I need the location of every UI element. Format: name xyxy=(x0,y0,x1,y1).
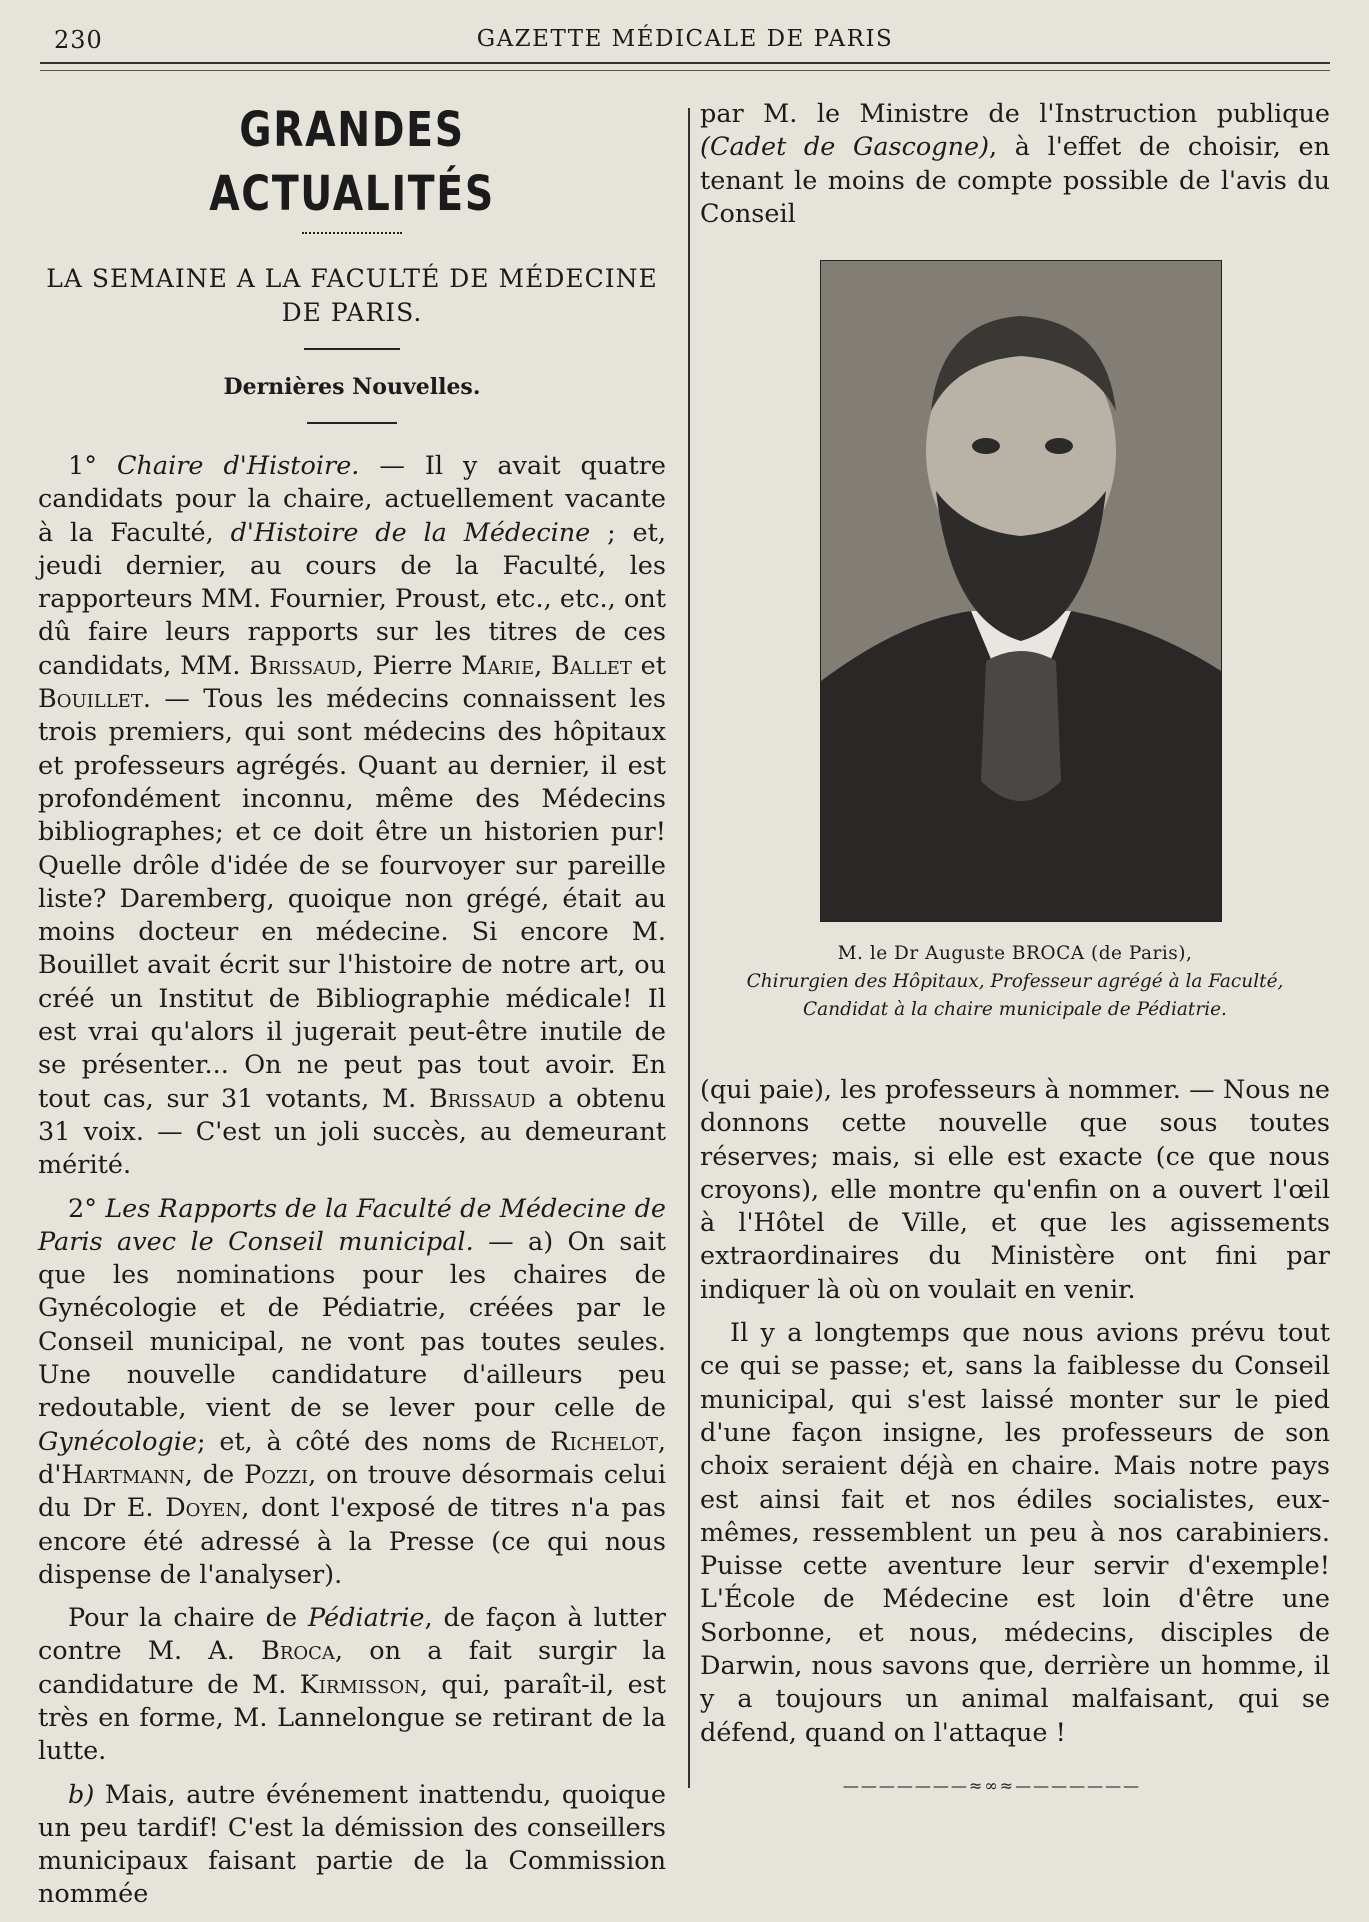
right-column-top xyxy=(700,98,1330,241)
figure-caption xyxy=(700,940,1330,1024)
subheadline: LA SEMAINE A LA FACULTÉ DE MÉDECINE DE PARIS. xyxy=(46,264,658,327)
header-rule-thin xyxy=(40,70,1330,71)
caption-name: M. le Dr Auguste BROCA (de Paris), xyxy=(837,943,1193,964)
paragraph-pediatrie: Pour la chaire de Pédiatrie, de façon à lutter contre M. A. Broca, on a fait surgir la candidature de M. Kirmisson, qui, paraît-il, est très en forme, M. Lannelongue se retirant de la lutte. xyxy=(38,1603,667,1767)
end-ornament: ———————≈∞≈——————— xyxy=(842,1776,1142,1795)
portrait-photo xyxy=(820,260,1222,922)
paragraph-continuation: par M. le Ministre de l'Instruction publique (Cadet de Gascogne), à l'effet de choisir, en tenant le moins de compte possible de l'avis du Conseil xyxy=(700,99,1330,229)
left-column xyxy=(38,98,666,1922)
running-head xyxy=(40,22,1330,56)
caption-title: Chirurgien des Hôpitaux, Professeur agrégé à la Faculté, xyxy=(746,971,1284,992)
paragraph-demission: b) Mais, autre événement inattendu, quoique un peu tardif! C'est la démission des conseillers municipaux faisant partie de la Commission nommée xyxy=(38,1779,666,1910)
paragraph-rapports-faculte: 2° Les Rapports de la Faculté de Médecine de Paris avec le Conseil municipal. — a) On sait que les nominations pour les chaires de Gynécologie et de Pédiatrie, créées par le Conseil municipal, ne vont pas toutes seules. Une nouvelle candidature d'ailleurs peu redoutable, vient de se lever pour celle de Gynécologie; et, à côté des noms de Richelot, d'Hartmann, de Pozzi, on trouve désormais celui du Dr E. Doyen, dont l'exposé de titres n'a pas encore été adressé à la Presse (ce qui nous dispense de l'analyser). xyxy=(38,1193,667,1590)
paragraph-chaire-histoire: 1° Chaire d'Histoire. — Il y avait quatre candidats pour la chaire, actuellement vacante à la Faculté, d'Histoire de la Médecine ; et, jeudi dernier, au cours de la Faculté, les rapporteurs MM. Fournier, Proust, etc., etc., ont dû faire leurs rapports sur les titres de ces candidats, MM. Brissaud, Pierre Marie, Ballet et Bouillet. — Tous les médecins connaissent les trois premiers, qui sont médecins des hôpitaux et professeurs agrégés. Quant au dernier, il est profondément inconnu, même des Médecins bibliographes; et ce doit être un historien pur! Quelle drôle d'idée de se fourvoyer sur pareille liste? Daremberg, quoique non grégé, était au moins docteur en médecine. Si encore M. Bouillet avait écrit sur l'histoire de notre art, ou créé un Institut de Bibliographie médicale! Il est vrai qu'alors il jugerait peut-être inutile de se présenter... On ne peut pas tout avoir. En tout cas, sur 31 votants, M. Brissaud a obtenu 31 voix. — C'est un joli succès, au demeurant mérité. xyxy=(38,451,667,1181)
ornament-rule xyxy=(302,232,402,238)
divider-rule xyxy=(307,422,397,424)
right-column-bottom xyxy=(700,1074,1330,1760)
header-rule xyxy=(40,62,1330,64)
caption-candidacy: Candidat à la chaire municipale de Pédiatrie. xyxy=(803,999,1227,1020)
journal-title: GAZETTE MÉDICALE DE PARIS xyxy=(476,26,894,52)
headline: GRANDES ACTUALITÉS xyxy=(209,102,495,222)
section-title: Dernières Nouvelles. xyxy=(223,374,481,400)
portrait-illustration xyxy=(821,261,1221,921)
paragraph-professeurs: (qui paie), les professeurs à nommer. — Nous ne donnons cette nouvelle que sous toutes réserves; mais, si elle est exacte (ce que nous croyons), elle montre qu'enfin on a ouvert l'œil à l'Hôtel de Ville, et que les agissements extraordinaires du Ministère ont fini par indiquer là où on voulait en venir. xyxy=(700,1075,1330,1305)
divider-rule xyxy=(304,348,400,350)
paragraph-conclusion: Il y a longtemps que nous avions prévu tout ce qui se passe; et, sans la faiblesse du Conseil municipal, qui s'est laissé monter sur le pied d'une façon insigne, les professeurs de son choix seraient déjà en chaire. Mais notre pays est ainsi fait et nos édiles socialistes, eux-mêmes, ressemblent un peu à nos carabiniers. Puisse cette aventure leur servir d'exemple! L'École de Médecine est loin d'être une Sorbonne, et nous, médecins, disciples de Darwin, nous savons que, derrière un homme, il y a toujours un animal malfaisant, qui se défend, quand on l'attaque ! xyxy=(700,1318,1330,1748)
page-number: 230 xyxy=(54,26,103,54)
column-separator xyxy=(688,108,690,1788)
